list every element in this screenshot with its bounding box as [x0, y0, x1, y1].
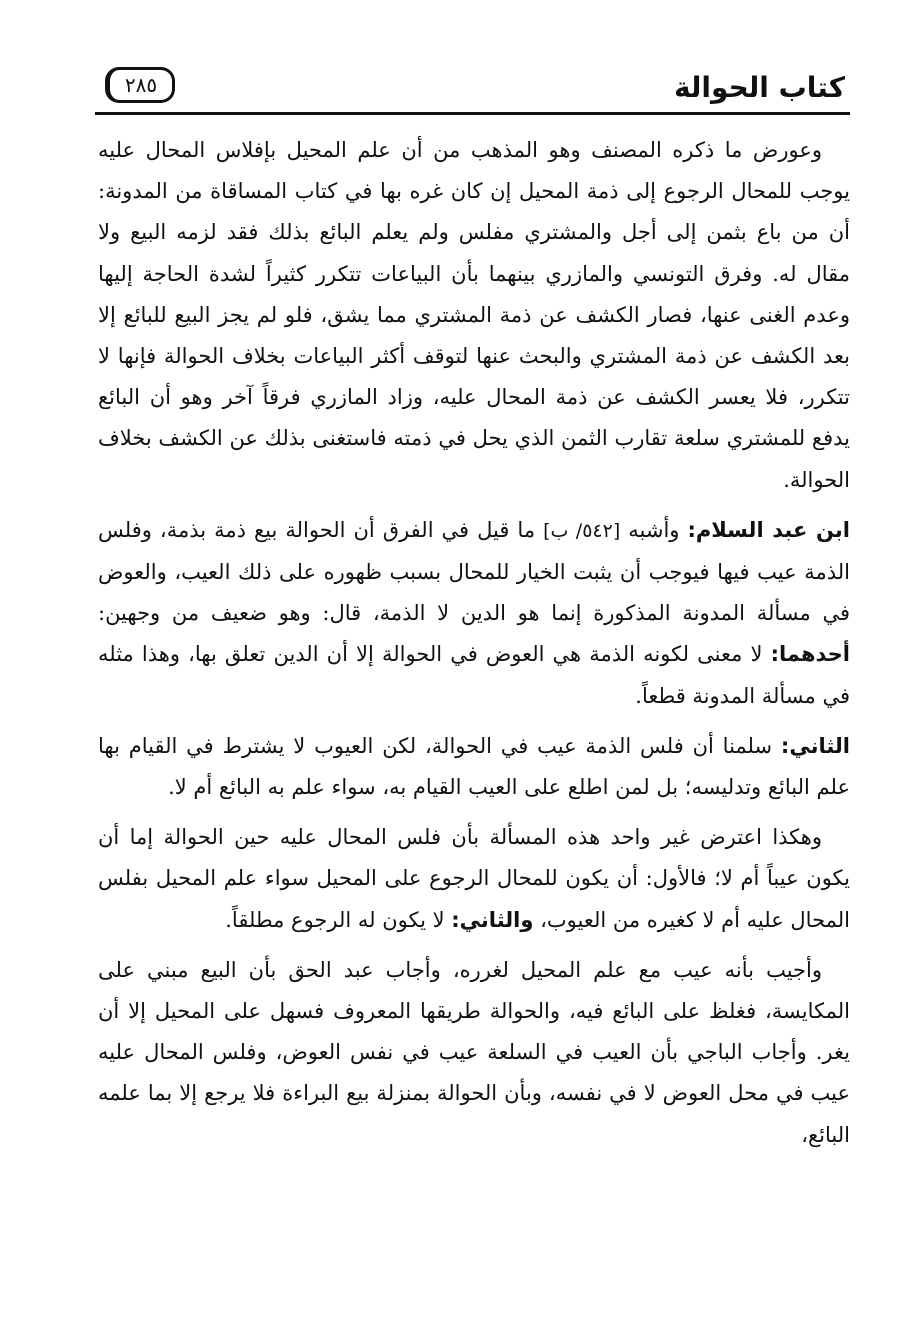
folio-reference: [٥٤٢/ ب]	[543, 519, 621, 542]
point-label: أحدهما:	[770, 642, 850, 667]
paragraph-1	[98, 130, 850, 501]
paragraph-text: لا معنى لكونه الذمة هي العوض في الحوالة إلا أن الدين تعلق بها، وهذا مثله في مسألة المدونة قطعاً.	[98, 642, 850, 708]
paragraph-text: ما قيل في الفرق أن الحوالة بيع ذمة بذمة، وفلس الذمة عيب فيها فيوجب أن يثبت الخيار للمحال بسبب ظهوره على ذلك العيب، والعوض في مسألة المدونة المذكورة إنما هو الدين لا الذمة، قال: وهو ضعيف من وجهين:	[98, 517, 851, 626]
paragraph-5	[98, 950, 850, 1156]
point-label: الثاني:	[780, 733, 850, 758]
page-number: ٢٨٥	[124, 73, 158, 97]
page-number-frame	[105, 67, 175, 103]
main-text	[98, 130, 850, 1156]
paragraph-4	[98, 817, 850, 941]
paragraph-text: وهكذا اعترض غير واحد هذه المسألة بأن فلس المحال عليه حين الحوالة إما أن يكون عيباً أم لا؛ فالأول: أن يكون للمحال الرجوع على المحيل سواء علم المحيل بفلس المحال عليه أم لا كغيره من العيوب،	[98, 825, 850, 932]
point-label: والثاني:	[451, 907, 534, 932]
paragraph-text: وأجيب بأنه عيب مع علم المحيل لغرره، وأجاب عبد الحق بأن البيع مبني على المكايسة، فغلظ على البائع فيه، والحوالة طريقها المعروف فسهل على المحيل إلا أن يغر. وأجاب الباجي بأن العيب في السلعة عيب في نفس العوض، وفلس المحال عليه عيب في محل العوض لا في نفسه، وبأن الحوالة بمنزلة بيع البراءة فلا يرجع إلا بما علمه البائع،	[98, 957, 850, 1147]
page-header	[95, 64, 850, 122]
author-label: ابن عبد السلام:	[687, 517, 850, 542]
paragraph-3	[98, 726, 850, 808]
paragraph-2	[98, 510, 850, 717]
header-rule	[95, 112, 850, 115]
paragraph-text: وعورض ما ذكره المصنف وهو المذهب من أن علم المحيل بإفلاس المحال عليه يوجب للمحال الرجوع إلى ذمة المحيل إن كان غره بها في كتاب المساقاة من المدونة: أن من باع بثمن إلى أجل والمشتري مفلس ولم يعلم البائع بذلك فقد لزمه البيع ولا مقال له. وفرق التونسي والمازري بينهما بأن البياعات تتكرر كثيراً لشدة الحاجة إليها وعدم الغنى عنها، فصار الكشف عن ذمة المشتري مما يشق، فلو لم يجز البيع للبائع إلا بعد الكشف عن ذمة المشتري والبحث عنها لتوقف أكثر البياعات بخلاف الحوالة فإنها لا تتكرر، فلا يعسر الكشف عن ذمة المحال عليه، وزاد المازري فرقاً آخر وهو أن البائع يدفع للمشتري سلعة تقارب الثمن الذي يحل في ذمته فاستغنى بذلك عن الكشف بخلاف الحوالة.	[98, 138, 850, 492]
paragraph-text: سلمنا أن فلس الذمة عيب في الحوالة، لكن العيوب لا يشترط في القيام بها علم البائع وتدليسه؛ بل لمن اطلع على العيب القيام به، سواء علم به البائع أم لا.	[98, 733, 850, 800]
book-title: كتاب الحوالة	[673, 71, 845, 104]
paragraph-text: وأشبه	[620, 517, 688, 542]
paragraph-text: لا يكون له الرجوع مطلقاً.	[225, 907, 452, 932]
